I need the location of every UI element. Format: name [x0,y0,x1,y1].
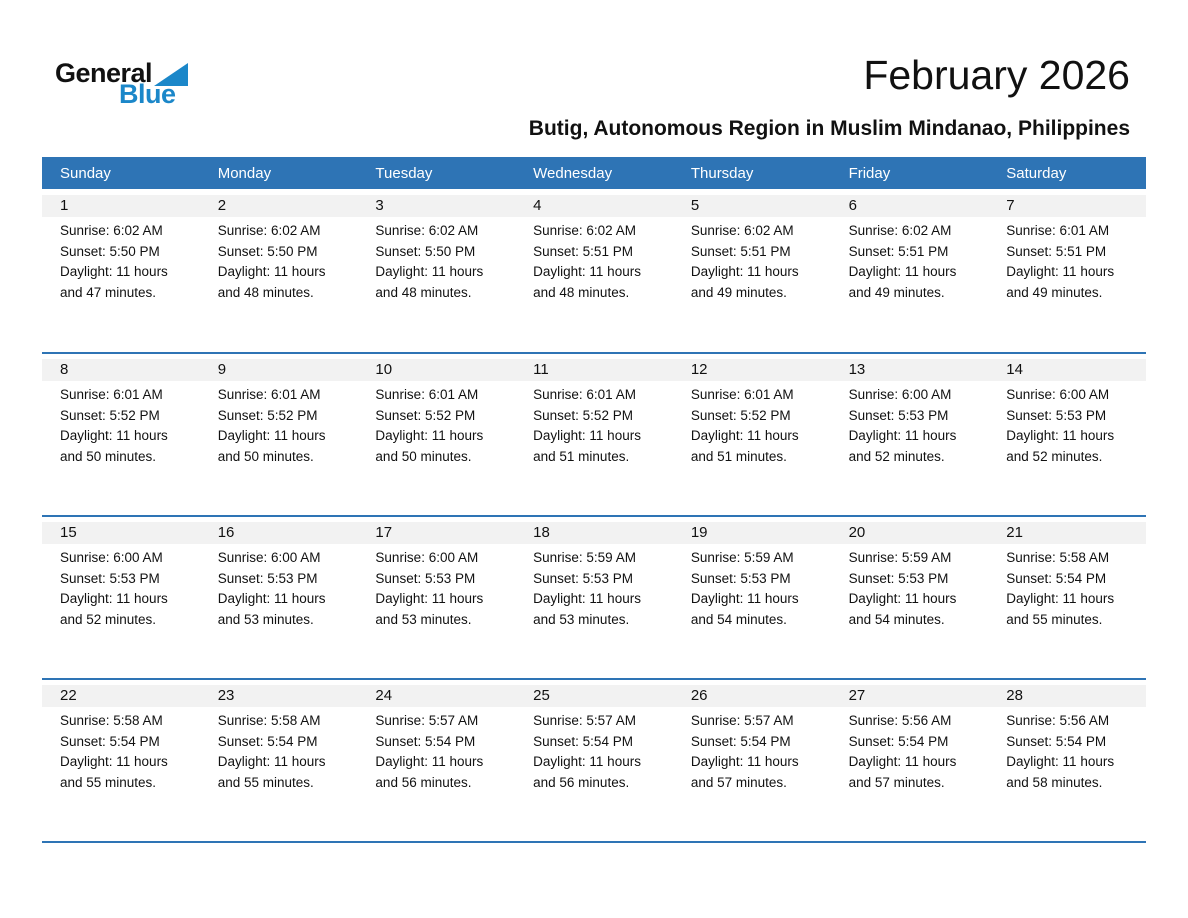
day-cell [357,195,515,352]
page-title: February 2026 [863,52,1130,98]
day-info [831,381,989,467]
sunrise-text: Sunrise: 6:00 AM [848,387,952,402]
day-info [515,381,673,467]
day-cell [673,195,831,352]
sunrise-text: Sunrise: 5:57 AM [690,713,794,728]
sunrise-text: Sunrise: 6:01 AM [1006,223,1110,238]
sunrise-text: Sunrise: 6:00 AM [60,550,163,565]
day-cell [200,522,358,678]
daylight-text: Daylight: 11 hours and 53 minutes. [533,591,641,627]
day-info [988,217,1146,303]
sunrise-text: Sunrise: 6:01 AM [533,387,636,402]
day-number: 13 [831,359,989,381]
sunset-text: Sunset: 5:54 PM [217,733,318,749]
week-row-4 [42,678,1146,841]
day-number: 22 [42,685,200,707]
weekday-thursday: Thursday [690,164,754,182]
day-number: 24 [357,685,515,707]
day-cell [515,359,673,515]
day-info [673,707,831,793]
daylight-text: Daylight: 11 hours and 49 minutes. [848,264,957,300]
sunrise-text: Sunrise: 6:02 AM [60,223,163,238]
day-number: 19 [673,522,831,544]
daylight-text: Daylight: 11 hours and 55 minutes. [60,754,168,790]
daylight-text: Daylight: 11 hours and 51 minutes. [533,428,641,464]
sunrise-text: Sunrise: 5:58 AM [1006,550,1110,565]
day-cell [831,195,989,352]
day-info [200,217,358,303]
day-cell [200,359,358,515]
weekday-tuesday: Tuesday [375,164,433,182]
sunrise-text: Sunrise: 5:58 AM [60,713,163,728]
page-subtitle: Butig, Autonomous Region in Muslim Mindanao, Philippines [528,117,1130,140]
daylight-text: Daylight: 11 hours and 57 minutes. [690,754,799,790]
day-info [357,217,515,303]
sunrise-text: Sunrise: 6:02 AM [217,223,321,238]
daylight-text: Daylight: 11 hours and 49 minutes. [690,264,799,300]
sunset-text: Sunset: 5:50 PM [375,243,476,259]
day-info [42,217,200,303]
sunrise-text: Sunrise: 6:01 AM [60,387,163,402]
daylight-text: Daylight: 11 hours and 56 minutes. [533,754,641,790]
day-cell [515,195,673,352]
day-number: 20 [831,522,989,544]
day-info [831,707,989,793]
sunrise-text: Sunrise: 6:02 AM [848,223,952,238]
sunrise-text: Sunrise: 5:57 AM [533,713,636,728]
day-cell [988,685,1146,841]
day-cell [673,685,831,841]
day-number: 9 [200,359,358,381]
day-info [42,707,200,793]
day-cell [42,522,200,678]
day-cell [200,195,358,352]
sunrise-text: Sunrise: 6:00 AM [1006,387,1110,402]
day-number: 4 [515,195,673,217]
sunrise-text: Sunrise: 5:56 AM [1006,713,1110,728]
day-cell [988,359,1146,515]
sunset-text: Sunset: 5:52 PM [533,407,633,423]
day-number: 25 [515,685,673,707]
daylight-text: Daylight: 11 hours and 55 minutes. [1006,591,1115,627]
daylight-text: Daylight: 11 hours and 48 minutes. [217,264,326,300]
weekday-sunday: Sunday [60,164,111,182]
sunrise-text: Sunrise: 5:59 AM [533,550,636,565]
day-info [988,381,1146,467]
daylight-text: Daylight: 11 hours and 48 minutes. [375,264,484,300]
sunrise-text: Sunrise: 5:59 AM [690,550,794,565]
day-number: 6 [831,195,989,217]
day-number: 11 [515,359,673,381]
daylight-text: Daylight: 11 hours and 50 minutes. [217,428,326,464]
sunset-text: Sunset: 5:54 PM [533,733,633,749]
day-info [988,707,1146,793]
day-number: 1 [42,195,200,217]
day-info [515,707,673,793]
sunset-text: Sunset: 5:51 PM [690,243,791,259]
sunset-text: Sunset: 5:51 PM [848,243,949,259]
day-number: 14 [988,359,1146,381]
day-info [988,544,1146,630]
sunset-text: Sunset: 5:53 PM [533,570,633,586]
day-number: 10 [357,359,515,381]
day-info [42,381,200,467]
daylight-text: Daylight: 11 hours and 52 minutes. [1006,428,1115,464]
day-number: 26 [673,685,831,707]
sunrise-text: Sunrise: 6:01 AM [217,387,321,402]
daylight-text: Daylight: 11 hours and 52 minutes. [848,428,957,464]
day-number: 12 [673,359,831,381]
day-cell [673,359,831,515]
sunrise-text: Sunrise: 5:56 AM [848,713,952,728]
sunset-text: Sunset: 5:54 PM [1006,570,1107,586]
day-info [515,544,673,630]
sunset-text: Sunset: 5:54 PM [375,733,476,749]
day-cell [42,685,200,841]
sunset-text: Sunset: 5:54 PM [1006,733,1107,749]
sunset-text: Sunset: 5:52 PM [375,407,476,423]
sunset-text: Sunset: 5:53 PM [848,407,949,423]
day-number: 8 [42,359,200,381]
week-row-3 [42,515,1146,678]
sunset-text: Sunset: 5:53 PM [217,570,318,586]
sunset-text: Sunset: 5:54 PM [848,733,949,749]
daylight-text: Daylight: 11 hours and 51 minutes. [690,428,799,464]
day-number: 28 [988,685,1146,707]
weekday-header-row [42,157,1146,189]
daylight-text: Daylight: 11 hours and 49 minutes. [1006,264,1115,300]
sunset-text: Sunset: 5:53 PM [690,570,791,586]
sunrise-text: Sunrise: 5:58 AM [217,713,321,728]
weekday-monday: Monday [217,164,272,182]
day-number: 2 [200,195,358,217]
sunset-text: Sunset: 5:54 PM [690,733,791,749]
sunset-text: Sunset: 5:53 PM [375,570,476,586]
day-info [673,381,831,467]
sunset-text: Sunset: 5:53 PM [1006,407,1107,423]
day-cell [357,522,515,678]
day-info [357,544,515,630]
logo-text-blue: Blue [119,79,176,109]
sunset-text: Sunset: 5:52 PM [690,407,791,423]
day-info [357,381,515,467]
day-info [673,217,831,303]
sunrise-text: Sunrise: 6:01 AM [690,387,794,402]
daylight-text: Daylight: 11 hours and 50 minutes. [60,428,168,464]
weekday-wednesday: Wednesday [533,164,613,182]
day-number: 23 [200,685,358,707]
day-info [357,707,515,793]
logo-text-general: General [55,58,153,88]
daylight-text: Daylight: 11 hours and 57 minutes. [848,754,957,790]
daylight-text: Daylight: 11 hours and 53 minutes. [217,591,326,627]
sunset-text: Sunset: 5:54 PM [60,733,160,749]
day-info [831,544,989,630]
daylight-text: Daylight: 11 hours and 54 minutes. [690,591,799,627]
day-number: 16 [200,522,358,544]
sunrise-text: Sunrise: 5:59 AM [848,550,952,565]
day-number: 18 [515,522,673,544]
day-number: 7 [988,195,1146,217]
sunset-text: Sunset: 5:52 PM [60,407,160,423]
sunset-text: Sunset: 5:52 PM [217,407,318,423]
day-cell [988,522,1146,678]
day-info [200,707,358,793]
sunrise-text: Sunrise: 6:00 AM [375,550,479,565]
day-info [200,381,358,467]
sunset-text: Sunset: 5:53 PM [848,570,949,586]
day-number: 5 [673,195,831,217]
day-cell [42,359,200,515]
daylight-text: Daylight: 11 hours and 48 minutes. [533,264,641,300]
week-row-2 [42,352,1146,515]
daylight-text: Daylight: 11 hours and 53 minutes. [375,591,484,627]
day-number: 15 [42,522,200,544]
day-info [831,217,989,303]
day-info [515,217,673,303]
weekday-friday: Friday [848,164,891,182]
sunrise-text: Sunrise: 6:02 AM [375,223,479,238]
general-blue-logo [55,58,205,110]
day-info [42,544,200,630]
day-cell [200,685,358,841]
day-cell [515,685,673,841]
sunset-text: Sunset: 5:53 PM [60,570,160,586]
day-cell [831,685,989,841]
weekday-saturday: Saturday [1006,164,1067,182]
daylight-text: Daylight: 11 hours and 58 minutes. [1006,754,1115,790]
day-cell [988,195,1146,352]
day-cell [42,195,200,352]
sunrise-text: Sunrise: 6:02 AM [533,223,636,238]
day-number: 21 [988,522,1146,544]
daylight-text: Daylight: 11 hours and 56 minutes. [375,754,484,790]
sunrise-text: Sunrise: 6:01 AM [375,387,479,402]
sunset-text: Sunset: 5:50 PM [217,243,318,259]
day-number: 17 [357,522,515,544]
week-row-1 [42,189,1146,352]
day-cell [831,522,989,678]
daylight-text: Daylight: 11 hours and 47 minutes. [60,264,168,300]
sunset-text: Sunset: 5:51 PM [1006,243,1107,259]
day-info [200,544,358,630]
daylight-text: Daylight: 11 hours and 55 minutes. [217,754,326,790]
day-number: 27 [831,685,989,707]
sunset-text: Sunset: 5:50 PM [60,243,160,259]
daylight-text: Daylight: 11 hours and 52 minutes. [60,591,168,627]
day-info [673,544,831,630]
sunrise-text: Sunrise: 6:00 AM [217,550,321,565]
day-cell [357,685,515,841]
day-cell [673,522,831,678]
calendar-table [42,157,1146,843]
daylight-text: Daylight: 11 hours and 50 minutes. [375,428,484,464]
sunset-text: Sunset: 5:51 PM [533,243,633,259]
day-cell [515,522,673,678]
sunrise-text: Sunrise: 5:57 AM [375,713,479,728]
day-cell [831,359,989,515]
daylight-text: Daylight: 11 hours and 54 minutes. [848,591,957,627]
day-cell [357,359,515,515]
day-number: 3 [357,195,515,217]
sunrise-text: Sunrise: 6:02 AM [690,223,794,238]
